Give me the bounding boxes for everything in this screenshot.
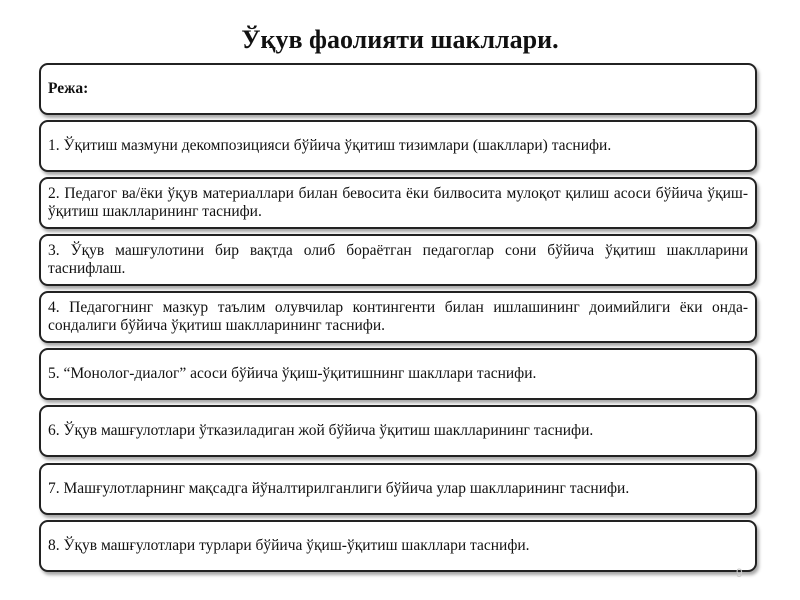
page-number: 9 (736, 566, 743, 580)
plan-item-text: 4. Педагогнинг мазкур таълим олувчилар контингенти билан ишлашининг доимийлиги ёки онда-сондалиги бўйича ўқитиш шаклларининг таснифи. (48, 299, 748, 334)
slide-title: Ўқув фаолияти шакллари. (241, 25, 559, 54)
plan-item-7 (39, 463, 757, 515)
plan-item-5 (39, 348, 757, 400)
plan-item-text: 3. Ўқув машғулотини бир вақтда олиб бораётган педагоглар сони бўйича ўқитиш шаклларини таснифлаш. (48, 242, 748, 277)
plan-label: Режа: (48, 80, 89, 97)
plan-item-2 (39, 177, 757, 229)
plan-item-text: 5. “Монолог-диалог” асоси бўйича ўқиш-ўқитишнинг шакллари таснифи. (48, 365, 537, 382)
plan-item-3 (39, 234, 757, 286)
plan-item-text: 7. Машғулотларнинг мақсадга йўналтирилганлиги бўйича улар шаклларининг таснифи. (48, 480, 630, 497)
plan-item-text: 2. Педагог ва/ёки ўқув материаллари билан бевосита ёки билвосита мулоқот қилиш асоси бўйича ўқиш-ўқитиш шаклларининг таснифи. (48, 185, 748, 220)
plan-item-text: 1. Ўқитиш мазмуни декомпозицияси бўйича ўқитиш тизимлари (шакллари) таснифи. (48, 137, 612, 154)
plan-box (39, 63, 757, 115)
plan-item-6 (39, 405, 757, 457)
plan-item-4 (39, 291, 757, 343)
plan-item-8 (39, 520, 757, 572)
plan-item-text: 6. Ўқув машғулотлари ўтказиладиган жой бўйича ўқитиш шаклларининг таснифи. (48, 422, 594, 439)
plan-item-text: 8. Ўқув машғулотлари турлари бўйича ўқиш-ўқитиш шакллари таснифи. (48, 537, 530, 554)
plan-item-1 (39, 120, 757, 172)
